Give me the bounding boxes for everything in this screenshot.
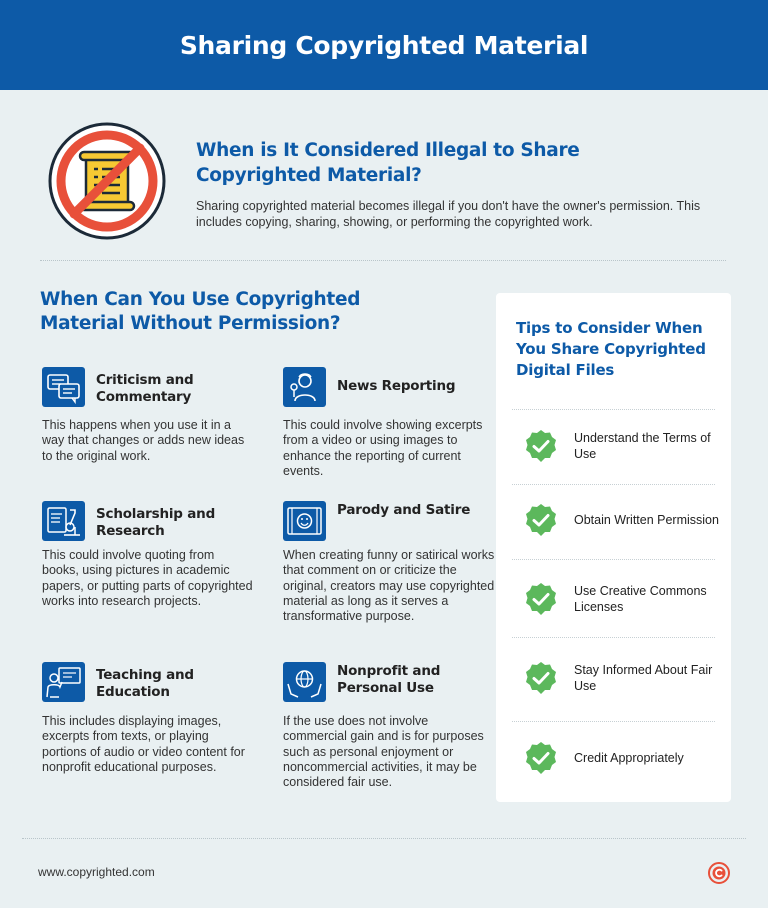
use-title: Scholarship and Research <box>96 506 216 539</box>
chat-bubbles-icon <box>42 367 85 407</box>
no-document-icon <box>46 120 168 242</box>
tips-heading: Tips to Consider When You Share Copyrighted Digital Files <box>516 319 706 379</box>
globe-hands-icon <box>283 662 326 702</box>
use-title: News Reporting <box>337 378 456 394</box>
tip-label: Credit Appropriately <box>574 751 684 765</box>
divider <box>512 559 715 560</box>
tip-label: Use Creative Commons Licenses <box>574 584 707 614</box>
use-item-teaching <box>42 662 254 792</box>
teacher-icon <box>42 662 85 702</box>
tip-item <box>524 503 724 537</box>
check-circle-icon <box>524 429 558 463</box>
intro-text: Sharing copyrighted material becomes illegal if you don't have the owner's permission. This includes copying, sharing, showing, or performing the copyrighted work. <box>196 199 701 229</box>
divider <box>512 637 715 638</box>
use-desc: This includes displaying images, excerpts from texts, or playing portions of audio or video content for nonprofit educational purposes. <box>42 714 245 774</box>
tip-item <box>524 661 724 695</box>
use-desc: When creating funny or satirical works that comment on or criticize the original, creators may use copyrighted material as long as it serves a transformative purpose. <box>283 548 495 624</box>
use-desc: This could involve showing excerpts from a video or using images to enhance the reporting of current events. <box>283 418 483 478</box>
microscope-icon <box>42 501 85 541</box>
check-circle-icon <box>524 741 558 775</box>
use-item-nonprofit <box>283 662 495 802</box>
use-desc: This happens when you use it in a way that changes or adds new ideas to the original work. <box>42 418 245 463</box>
check-circle-icon <box>524 661 558 695</box>
page-header <box>0 0 768 90</box>
page-title: Sharing Copyrighted Material <box>179 30 589 60</box>
divider <box>22 838 746 839</box>
use-item-news <box>283 367 495 477</box>
check-circle-icon <box>524 582 558 616</box>
divider <box>512 721 715 722</box>
use-desc: If the use does not involve commercial gain and is for purposes such as personal enjoyment or noncommercial activities, it may be considered fair use. <box>283 714 484 790</box>
section-heading: When Can You Use Copyrighted Material Without Permission? <box>40 289 361 334</box>
use-item-parody <box>283 501 495 641</box>
comedy-film-icon <box>283 501 326 541</box>
tip-item <box>524 582 724 616</box>
divider <box>512 484 715 485</box>
intro-heading: When is It Considered Illegal to Share Copyrighted Material? <box>196 140 580 186</box>
tip-label: Obtain Written Permission <box>574 513 719 527</box>
use-item-criticism <box>42 367 254 467</box>
divider <box>40 260 726 261</box>
tip-label: Stay Informed About Fair Use <box>574 663 713 693</box>
tip-item <box>524 429 724 463</box>
use-title: Teaching and Education <box>96 667 194 700</box>
use-desc: This could involve quoting from books, using pictures in academic papers, or putting parts of copyrighted works into research projects. <box>42 548 253 608</box>
check-circle-icon <box>524 503 558 537</box>
footer-url[interactable]: www.copyrighted.com <box>38 865 155 879</box>
copyright-logo-icon <box>708 862 730 884</box>
tip-item <box>524 741 724 775</box>
use-item-scholarship <box>42 501 254 631</box>
use-title: Criticism and Commentary <box>96 372 194 405</box>
tip-label: Understand the Terms of Use <box>574 431 711 461</box>
news-reporter-icon <box>283 367 326 407</box>
use-title: Nonprofit and Personal Use <box>337 663 441 696</box>
tips-card <box>496 293 731 802</box>
divider <box>512 409 715 410</box>
use-title: Parody and Satire <box>337 502 471 518</box>
